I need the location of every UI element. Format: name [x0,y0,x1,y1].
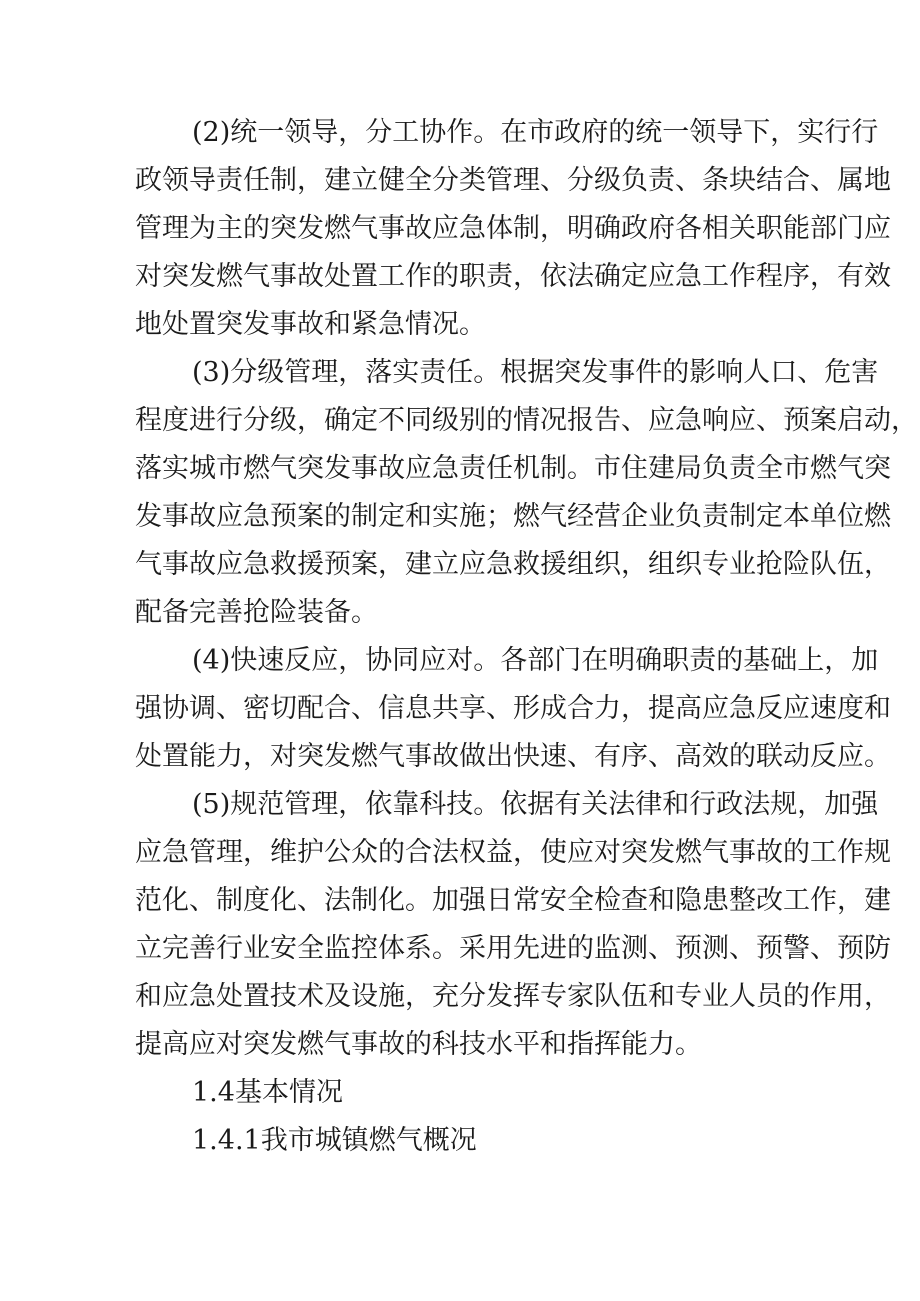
paragraph-line: 地处置突发事故和紧急情况。 [135,309,486,340]
paragraph-line: 范化、制度化、法制化。加强日常安全检查和隐患整改工作，建 [135,885,891,916]
paragraph-line: 气事故应急救援预案，建立应急救援组织，组织专业抢险队伍， [135,549,891,580]
paragraph-line: 落实城市燃气突发事故应急责任机制。市住建局负责全市燃气突 [135,453,891,484]
paragraph-line: 政领导责任制，建立健全分类管理、分级负责、条块结合、属地 [135,165,891,196]
paragraph-line: 立完善行业安全监控体系。采用先进的监测、预测、预警、预防 [135,933,891,964]
paragraph-line: 管理为主的突发燃气事故应急体制，明确政府各相关职能部门应 [135,213,891,244]
paragraph-line: 应急管理，维护公众的合法权益，使应对突发燃气事故的工作规 [135,837,891,868]
paragraph-line: 和应急处置技术及设施，充分发挥专家队伍和专业人员的作用， [135,981,891,1012]
paragraph-line: (4)快速反应，协同应对。各部门在明确职责的基础上，加 [192,645,879,676]
paragraph-line: 强协调、密切配合、信息共享、形成合力，提高应急反应速度和 [135,693,891,724]
paragraph-line: 处置能力，对突发燃气事故做出快速、有序、高效的联动反应。 [135,741,891,772]
paragraph-line: 发事故应急预案的制定和实施；燃气经营企业负责制定本单位燃 [135,501,891,532]
paragraph-line: 提高应对突发燃气事故的科技水平和指挥能力。 [135,1029,702,1060]
paragraph-line: 配备完善抢险装备。 [135,597,378,628]
paragraph-line: (3)分级管理，落实责任。根据突发事件的影响人口、危害 [192,357,879,388]
subsection-heading: 1.4.1我市城镇燃气概况 [192,1125,477,1156]
paragraph-line: (5)规范管理，依靠科技。依据有关法律和行政法规，加强 [192,789,879,820]
paragraph-line: (2)统一领导，分工协作。在市政府的统一领导下，实行行 [192,117,879,148]
paragraph-line: 程度进行分级，确定不同级别的情况报告、应急响应、预案启动， [135,405,918,436]
section-heading: 1.4基本情况 [192,1077,343,1108]
paragraph-line: 对突发燃气事故处置工作的职责，依法确定应急工作程序，有效 [135,261,891,292]
